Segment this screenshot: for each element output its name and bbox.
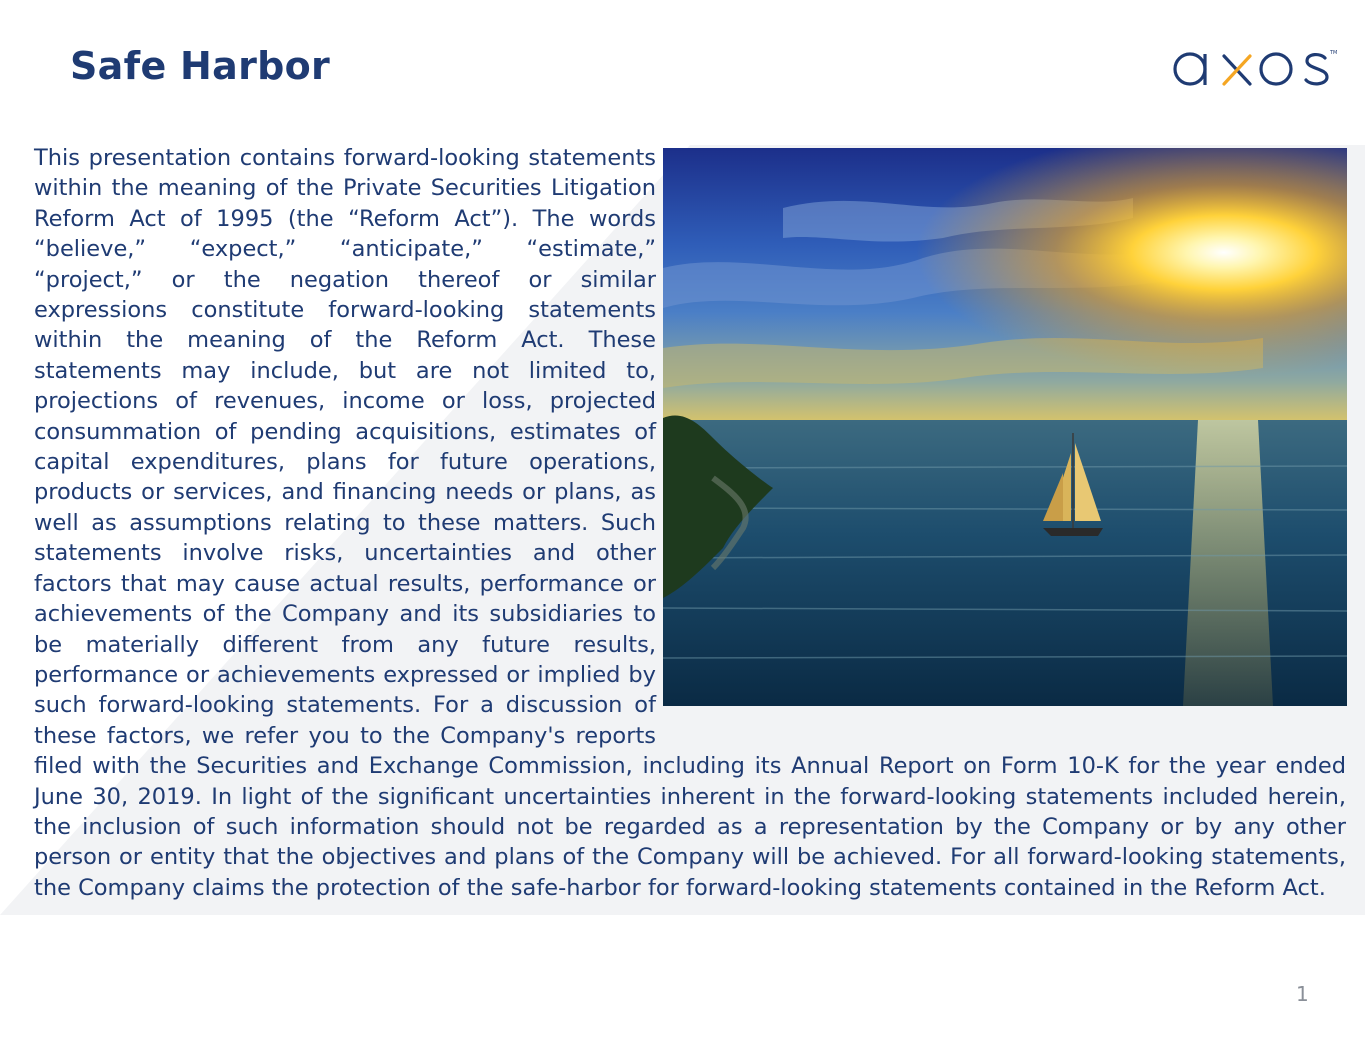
page-title: Safe Harbor (70, 44, 331, 88)
svg-text:TM: TM (1330, 50, 1338, 56)
photo-spacer (656, 143, 1346, 721)
disclaimer-content: This presentation contains forward-looking statements within the meaning of the Private Securities Litigation Reform Act of 1995 (the “Reform Act”). The words “believe,” “expect,” “anticipate,” “estimate,” “project,” or the negation thereof or similar expressions constitute forward-looking statements within the meaning of the Reform Act. These statements may include, but are not limited to, projections of revenues, income or loss, projected consummation of pending acquisitions, estimates of capital expenditures, plans for future operations, products or services, and financing needs or plans, as well as assumptions relating to these matters. Such statements involve risks, uncertainties and other factors that may cause actual results, performance or achievements of the Company and its subsidiaries to be materially different from any future results, performance or achievements expressed or implied by such forward-looking statements. For a discussion of these factors, we refer you to the Company's reports filed with the Securities and Exchange Commission, including its Annual Report on Form 10-K for the year ended June 30, 2019. In light of the significant uncertainties inherent in the forward-looking statements included herein, the inclusion of such information should not be regarded as a representation by the Company or by any other person or entity that the objectives and plans of the Company will be achieved. For all forward-looking statements, the Company claims the protection of the safe-harbor for forward-looking statements contained in the Reform Act. (34, 145, 1346, 901)
page-number: 1 (1296, 982, 1309, 1006)
disclaimer-text (34, 143, 1346, 903)
axos-logo (1170, 44, 1340, 94)
